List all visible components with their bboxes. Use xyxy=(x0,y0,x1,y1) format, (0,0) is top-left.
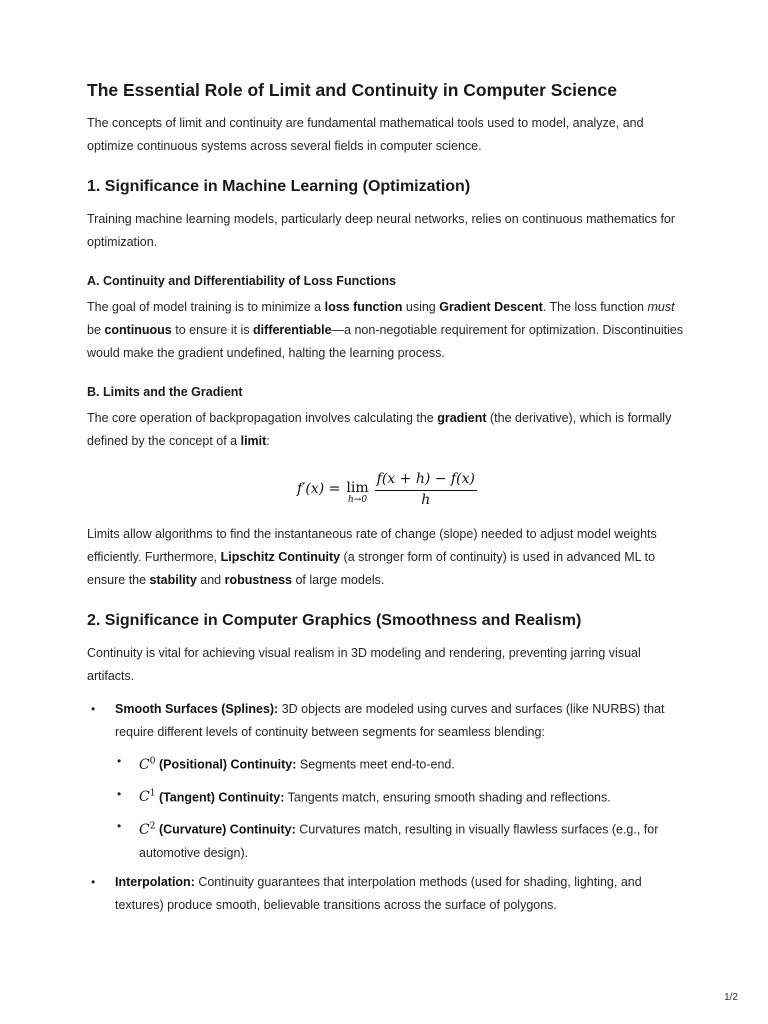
section-1-heading: 1. Significance in Machine Learning (Optimization) xyxy=(87,178,471,195)
subsection-a-heading: A. Continuity and Differentiability of Loss Functions xyxy=(87,274,397,288)
continuity-symbol: $C^1$ xyxy=(139,788,156,806)
continuity-symbol: $C^0$ xyxy=(139,756,156,773)
formula-fraction xyxy=(375,470,477,509)
formula-numerator: f(x + h) − f(x) xyxy=(375,470,477,491)
formula-lhs: f′(x) = xyxy=(297,481,341,497)
formula-denominator: h xyxy=(421,491,431,508)
list-item: • $C^0$ (Positional) Continuity: Segments meet end-to-end. xyxy=(87,750,687,777)
formula-limit: lim h→0 xyxy=(346,480,369,505)
list-item: • Interpolation: Continuity guarantees that interpolation methods (used for shading, lighting, and textures) produce smooth, believable transitions across the surface of polygons. xyxy=(87,871,687,917)
intro-paragraph: The concepts of limit and continuity are fundamental mathematical tools used to model, analyze, and optimize continuous systems across several fields in computer science. xyxy=(87,116,644,153)
graphics-list xyxy=(87,698,687,917)
list-item: • $C^1$ (Tangent) Continuity: Tangents match, ensuring smooth shading and reflections. xyxy=(87,783,687,810)
section-2-heading: 2. Significance in Computer Graphics (Smoothness and Realism) xyxy=(87,612,582,629)
section-2-intro: Continuity is vital for achieving visual realism in 3D modeling and rendering, preventing jarring visual artifacts. xyxy=(87,646,641,683)
subsection-b-paragraph: The core operation of backpropagation involves calculating the gradient (the derivative), which is formally defined by the concept of a limit: xyxy=(87,411,672,448)
subsection-a-paragraph: The goal of model training is to minimize a loss function using Gradient Descent. The loss function must be continuous to ensure it is differentiable—a non-negotiable requirement for optimization. Discontinuities would make the gradient undefined, halting the learning process. xyxy=(87,300,684,360)
limits-paragraph: Limits allow algorithms to find the instantaneous rate of change (slope) needed to adjust model weights efficiently. Furthermore, Lipschitz Continuity (a stronger form of continuity) is used in advanced ML to ensure the stability and robustness of large models. xyxy=(87,527,657,587)
section-1-intro: Training machine learning models, particularly deep neural networks, relies on continuous mathematics for optimization. xyxy=(87,212,676,249)
derivative-formula xyxy=(87,459,687,519)
list-item: • Smooth Surfaces (Splines): 3D objects are modeled using curves and surfaces (like NURBS) that require different levels of continuity between segments for seamless blending: xyxy=(87,698,687,744)
subsection-b-heading: B. Limits and the Gradient xyxy=(87,385,243,399)
document-page xyxy=(87,78,687,923)
document-title: The Essential Role of Limit and Continuity in Computer Science xyxy=(87,80,617,100)
list-item: • $C^2$ (Curvature) Continuity: Curvatures match, resulting in visually flawless surfaces (e.g., for automotive design). xyxy=(87,815,687,865)
page-number: 1/2 xyxy=(724,992,738,1003)
continuity-symbol: $C^2$ xyxy=(139,821,156,838)
